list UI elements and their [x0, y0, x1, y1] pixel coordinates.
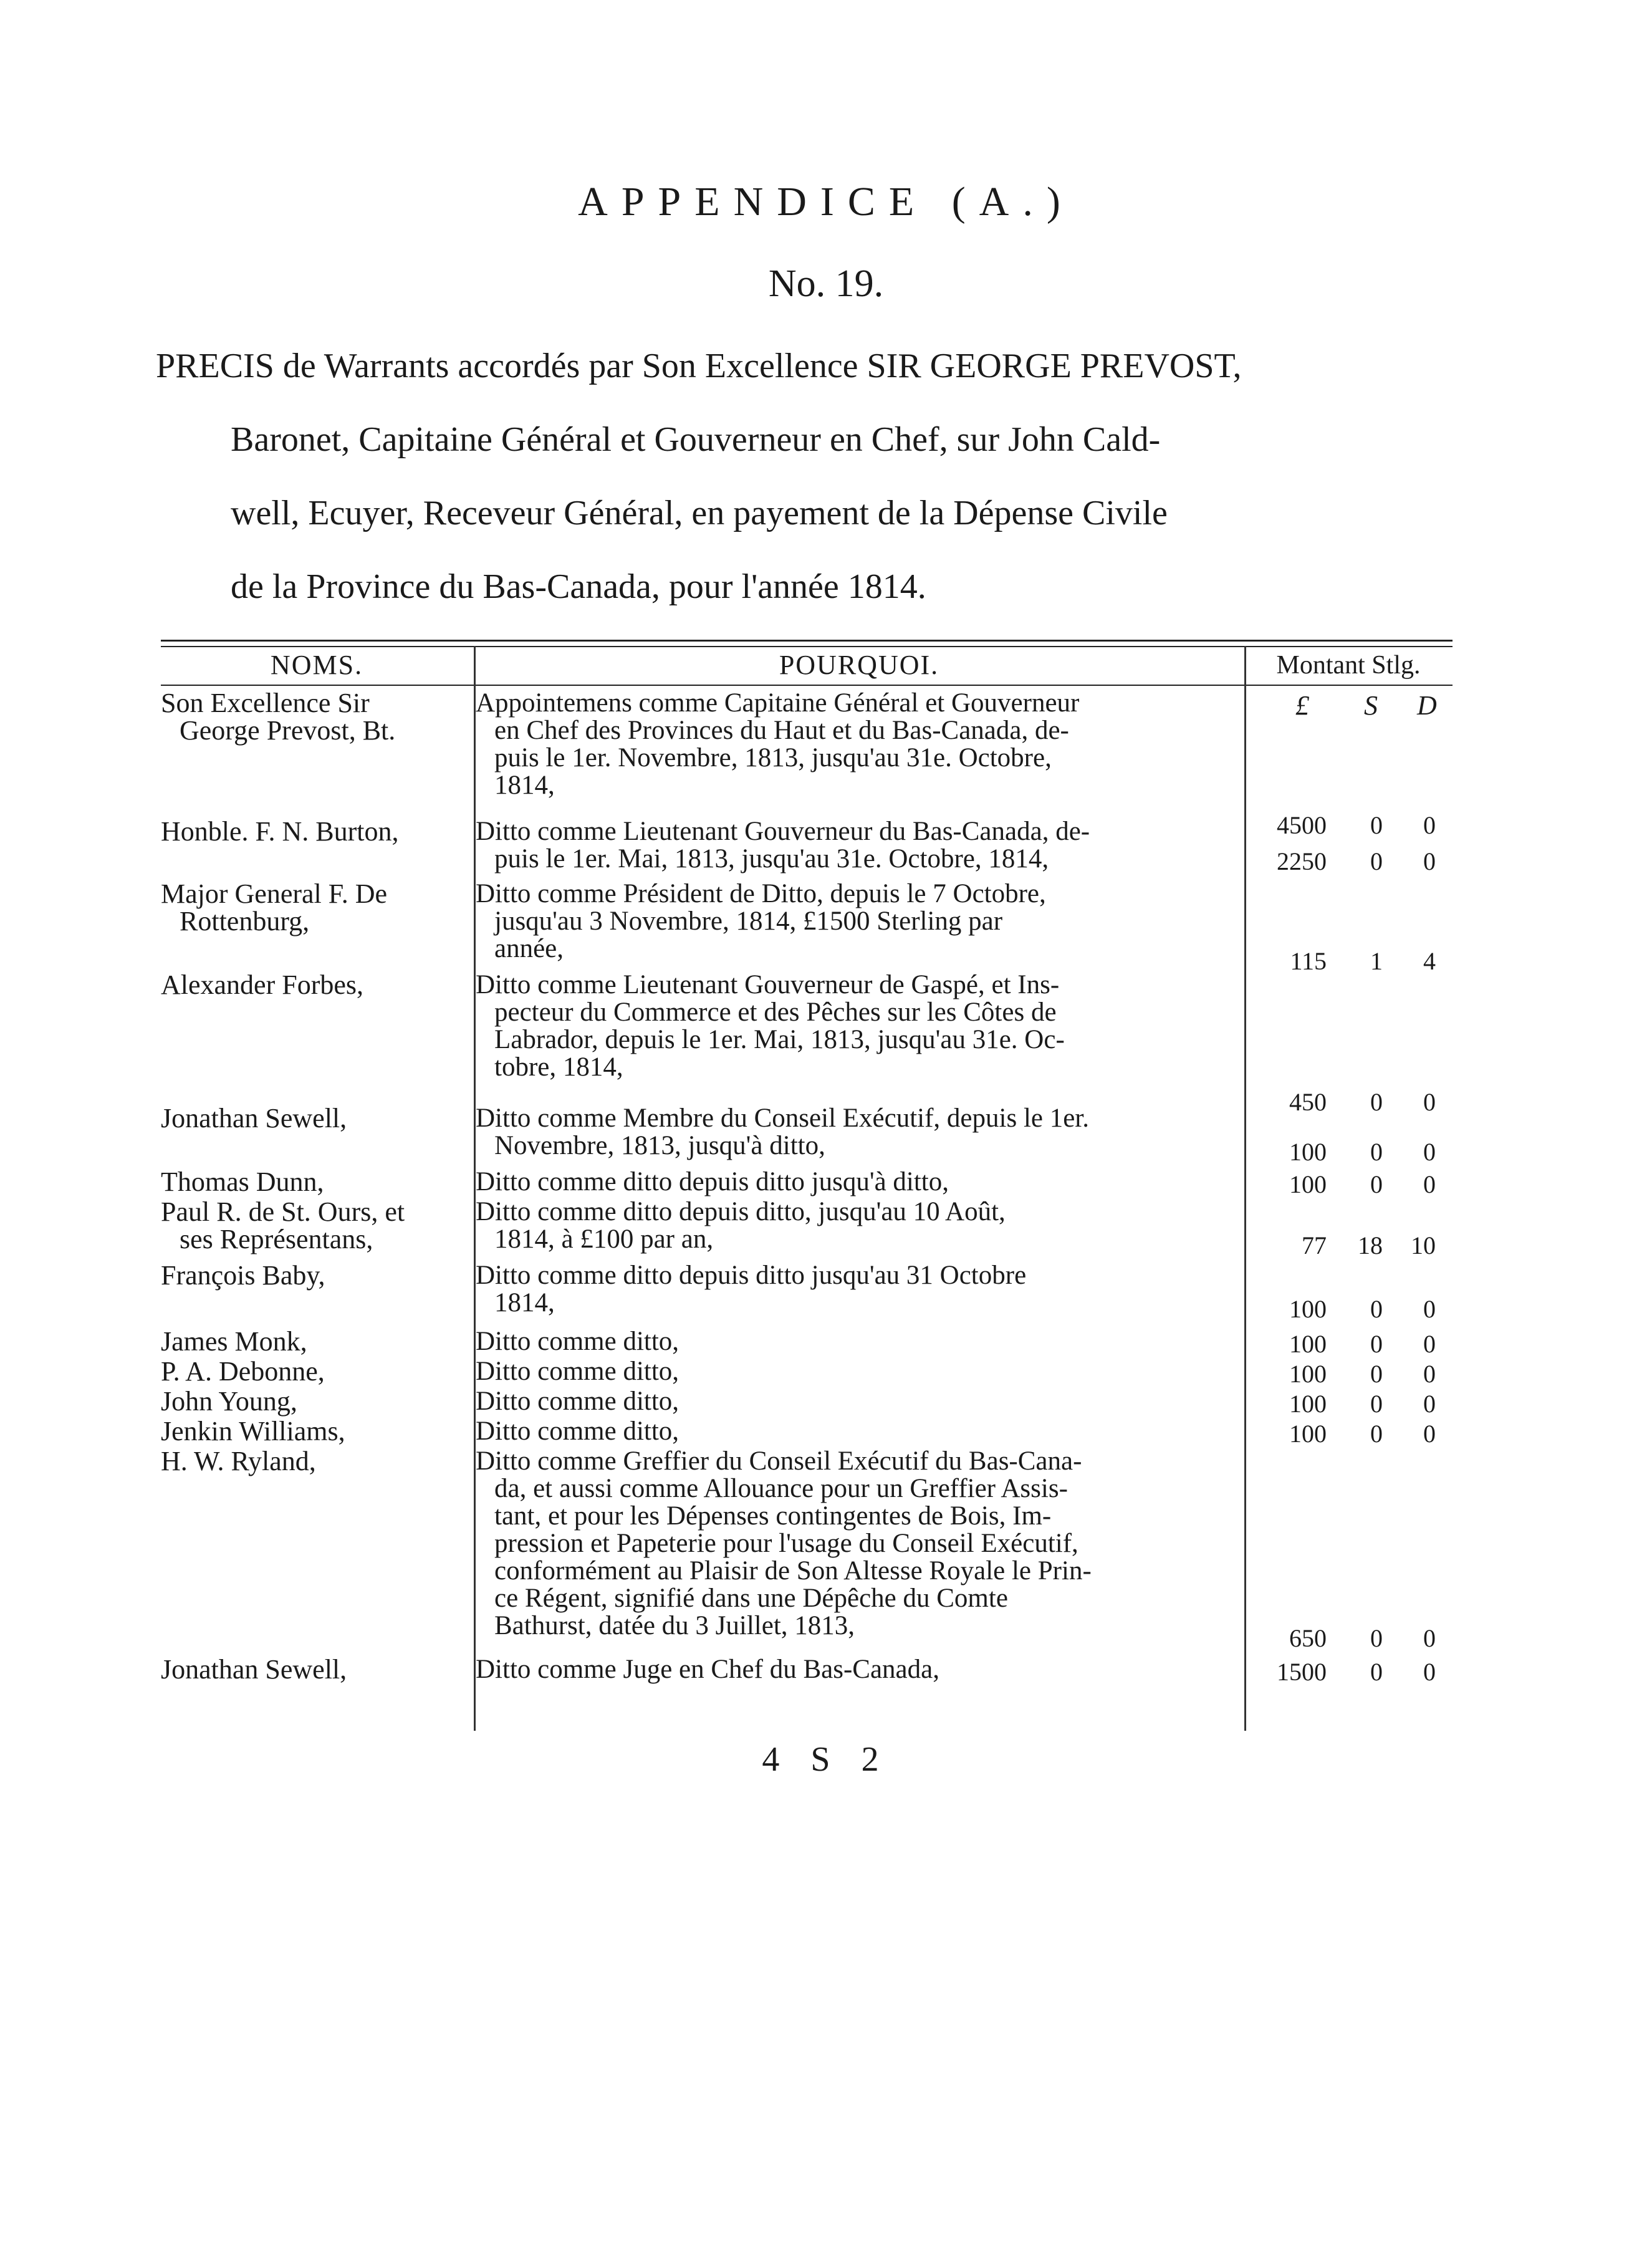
row-name: Major General F. De Rottenburg,: [161, 878, 388, 936]
row-amount: 77 18 10: [1302, 1231, 1436, 1259]
row-name: Paul R. de St. Ours, et ses Représentans,: [161, 1196, 405, 1254]
row-name: Jonathan Sewell,: [161, 1103, 347, 1133]
row-amount: 100 0 0: [1289, 1170, 1436, 1198]
intro-paragraph: [156, 329, 1465, 623]
row-name: Son Excellence Sir George Prevost, Bt.: [161, 688, 396, 746]
appendix-heading: APPENDICE (A.): [578, 179, 1074, 224]
column-header-noms: NOMS.: [270, 650, 363, 680]
row-description: Ditto comme ditto,: [476, 1387, 680, 1416]
row-description: Ditto comme Lieutenant Gouverneur du Bas-Canada, de- puis le 1er. Mai, 1813, jusqu'au 31e. Octobre, 1814,: [476, 817, 1090, 873]
row-description: Ditto comme ditto depuis ditto, jusqu'au 10 Août, 1814, à £100 par an,: [476, 1197, 1006, 1254]
row-amount: 1500 0 0: [1277, 1658, 1436, 1686]
row-name: P. A. Debonne,: [161, 1356, 325, 1387]
header-rule: [161, 685, 1453, 686]
row-name: Thomas Dunn,: [161, 1167, 324, 1197]
column-header-pourquoi: POURQUOI.: [779, 650, 939, 680]
row-amount: 115 1 4: [1290, 947, 1436, 975]
intro-line: PRECIS de Warrants accordés par Son Excellence SIR GEORGE PREVOST,: [156, 347, 1242, 385]
row-amount: 100 0 0: [1289, 1390, 1436, 1418]
warrants-table: [161, 627, 1453, 1731]
row-name: John Young,: [161, 1386, 297, 1417]
folio-signature: 4 S 2: [762, 1740, 890, 1779]
intro-line: de la Province du Bas-Canada, pour l'année 1814.: [231, 567, 926, 606]
row-description: Ditto comme Greffier du Conseil Exécutif du Bas-Cana- da, et aussi comme Allouance pour un Greffier Assis- tant, et pour les Dépenses contingentes de Bois, Im- pression et Papeterie pour l'usage du Conseil Exécutif, conformément au Plaisir de Son Altesse Royale le Prin- ce Régent, signifié dans une Dépêche du Comte Bathurst, datée du 3 Juillet, 1813,: [476, 1446, 1092, 1640]
row-description: Ditto comme ditto depuis ditto jusqu'au 31 Octobre 1814,: [476, 1261, 1027, 1317]
row-description: Appointemens comme Capitaine Général et Gouverneur en Chef des Provinces du Haut et du Bas-Canada, de- puis le 1er. Novembre, 1813, jusqu'au 31e. Octobre, 1814,: [476, 688, 1080, 800]
row-name: Jonathan Sewell,: [161, 1654, 347, 1685]
row-amount: 100 0 0: [1289, 1420, 1436, 1448]
row-name: Alexander Forbes,: [161, 970, 364, 1000]
row-amount: 100 0 0: [1289, 1138, 1436, 1166]
row-name: Honble. F. N. Burton,: [161, 816, 399, 847]
row-amount: 4500 0 0: [1277, 811, 1436, 839]
intro-line: Baronet, Capitaine Général et Gouverneur en Chef, sur John Cald-: [231, 420, 1161, 459]
row-amount: 100 0 0: [1289, 1295, 1436, 1323]
row-amount: 650 0 0: [1289, 1624, 1436, 1652]
row-description: Ditto comme Juge en Chef du Bas-Canada,: [476, 1655, 939, 1684]
row-description: Ditto comme Lieutenant Gouverneur de Gaspé, et Ins- pecteur du Commerce et des Pêches sur les Côtes de Labrador, depuis le 1er. Mai, 1813, jusqu'au 31e. Oc- tobre, 1814,: [476, 970, 1065, 1082]
table-top-rule: [161, 640, 1453, 642]
row-description: Ditto comme Président de Ditto, depuis le 7 Octobre, jusqu'au 3 Novembre, 1814, £1500 Sterling par année,: [476, 879, 1046, 963]
row-amount: 450 0 0: [1289, 1088, 1436, 1116]
column-header-montant: Montant Stlg.: [1276, 651, 1421, 680]
row-amount: 100 0 0: [1289, 1360, 1436, 1388]
row-amount: 2250 0 0: [1277, 847, 1436, 875]
row-description: Ditto comme ditto depuis ditto jusqu'à ditto,: [476, 1167, 949, 1196]
row-description: Ditto comme ditto,: [476, 1357, 680, 1386]
row-description: Ditto comme ditto,: [476, 1327, 680, 1356]
unit-shillings: S: [1364, 690, 1378, 721]
row-description: Ditto comme Membre du Conseil Exécutif, depuis le 1er. Novembre, 1813, jusqu'à ditto,: [476, 1104, 1090, 1160]
row-name: H. W. Ryland,: [161, 1446, 316, 1476]
unit-pence: D: [1417, 690, 1437, 721]
row-description: Ditto comme ditto,: [476, 1417, 680, 1446]
unit-pounds: £: [1295, 690, 1309, 721]
intro-line: well, Ecuyer, Receveur Général, en payement de la Dépense Civile: [231, 494, 1168, 532]
row-name: François Baby,: [161, 1260, 325, 1291]
document-number: No. 19.: [768, 262, 884, 305]
row-name: Jenkin Williams,: [161, 1416, 345, 1446]
row-name: James Monk,: [161, 1326, 307, 1357]
row-amount: 100 0 0: [1289, 1330, 1436, 1358]
